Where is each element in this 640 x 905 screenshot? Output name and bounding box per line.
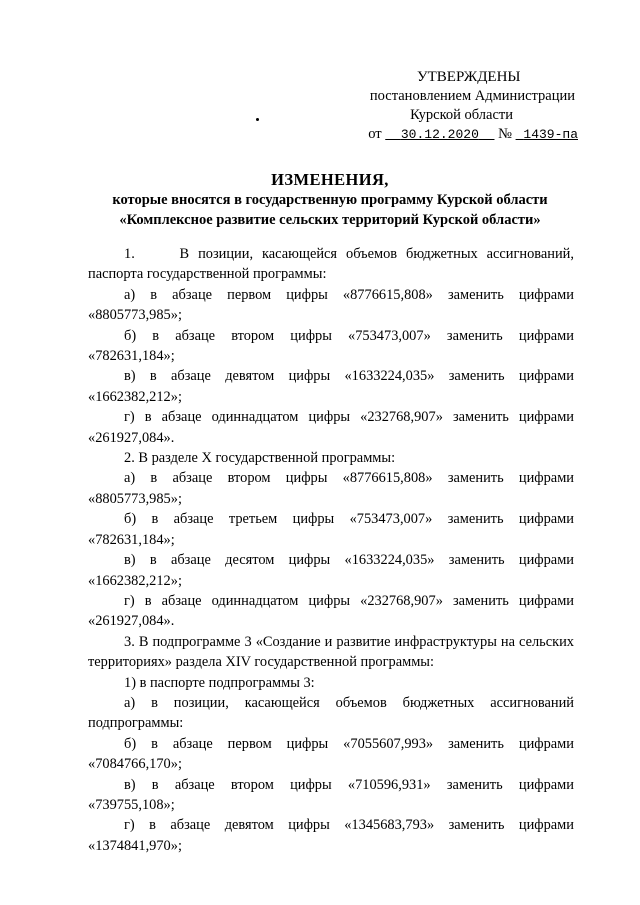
- paragraph: г) в абзаце одиннадцатом цифры «232768,907» заменить цифрами «261927,084».: [88, 409, 574, 446]
- approval-date-line: [355, 125, 580, 144]
- paragraph: г) в абзаце девятом цифры «1345683,793» заменить цифрами «1374841,970»;: [88, 817, 574, 854]
- document-body: [88, 244, 574, 856]
- approval-line-1: постановлением Администрации: [369, 88, 575, 104]
- approval-number: 1439-па: [523, 127, 578, 142]
- date-prefix: от: [368, 126, 382, 142]
- paragraph: в) в абзаце девятом цифры «1633224,035» заменить цифрами «1662382,212»;: [88, 368, 574, 405]
- paragraph: в) в абзаце десятом цифры «1633224,035» заменить цифрами «1662382,212»;: [88, 552, 574, 589]
- paragraph: 2. В разделе X государственной программы:: [124, 450, 396, 467]
- approval-stamp: [355, 68, 580, 144]
- scan-dot: [256, 118, 259, 121]
- paragraph: б) в абзаце первом цифры «7055607,993» заменить цифрами «7084766,170»;: [88, 735, 574, 773]
- number-sign: №: [498, 126, 512, 142]
- paragraph: б) в абзаце третьем цифры «753473,007» заменить цифрами «782631,184»;: [88, 511, 574, 548]
- approval-line-2: Курской области: [410, 107, 513, 123]
- paragraph: а) в абзаце втором цифры «8776615,808» заменить цифрами «8805773,985»;: [88, 470, 574, 507]
- paragraph: а) в абзаце первом цифры «8776615,808» заменить цифрами «8805773,985»;: [88, 286, 574, 324]
- paragraph: а) в позиции, касающейся объемов бюджетных ассигнований подпрограммы:: [88, 694, 574, 732]
- paragraph: в) в абзаце втором цифры «710596,931» заменить цифрами «739755,108»;: [88, 776, 574, 813]
- paragraph: 1. В позиции, касающейся объемов бюджетных ассигнований, паспорта государственной программы:: [88, 246, 574, 283]
- paragraph: 3. В подпрограмме 3 «Создание и развитие инфраструктуры на сельских территориях» раздела XIV государственной программы:: [88, 633, 574, 671]
- paragraph: б) в абзаце втором цифры «753473,007» заменить цифрами «782631,184»;: [88, 327, 574, 365]
- approval-title: УТВЕРЖДЕНЫ: [417, 69, 521, 85]
- paragraph: 1) в паспорте подпрограммы 3:: [124, 674, 315, 691]
- heading-subtitle-1: которые вносятся в государственную программу Курской области: [112, 192, 548, 208]
- heading-subtitle-2: «Комплексное развитие сельских территорий Курской области»: [119, 212, 541, 228]
- document-heading: [70, 170, 590, 230]
- paragraph: г) в абзаце одиннадцатом цифры «232768,907» заменить цифрами «261927,084».: [88, 592, 574, 630]
- approval-date: 30.12.2020: [400, 127, 479, 142]
- heading-title: ИЗМЕНЕНИЯ,: [271, 170, 389, 189]
